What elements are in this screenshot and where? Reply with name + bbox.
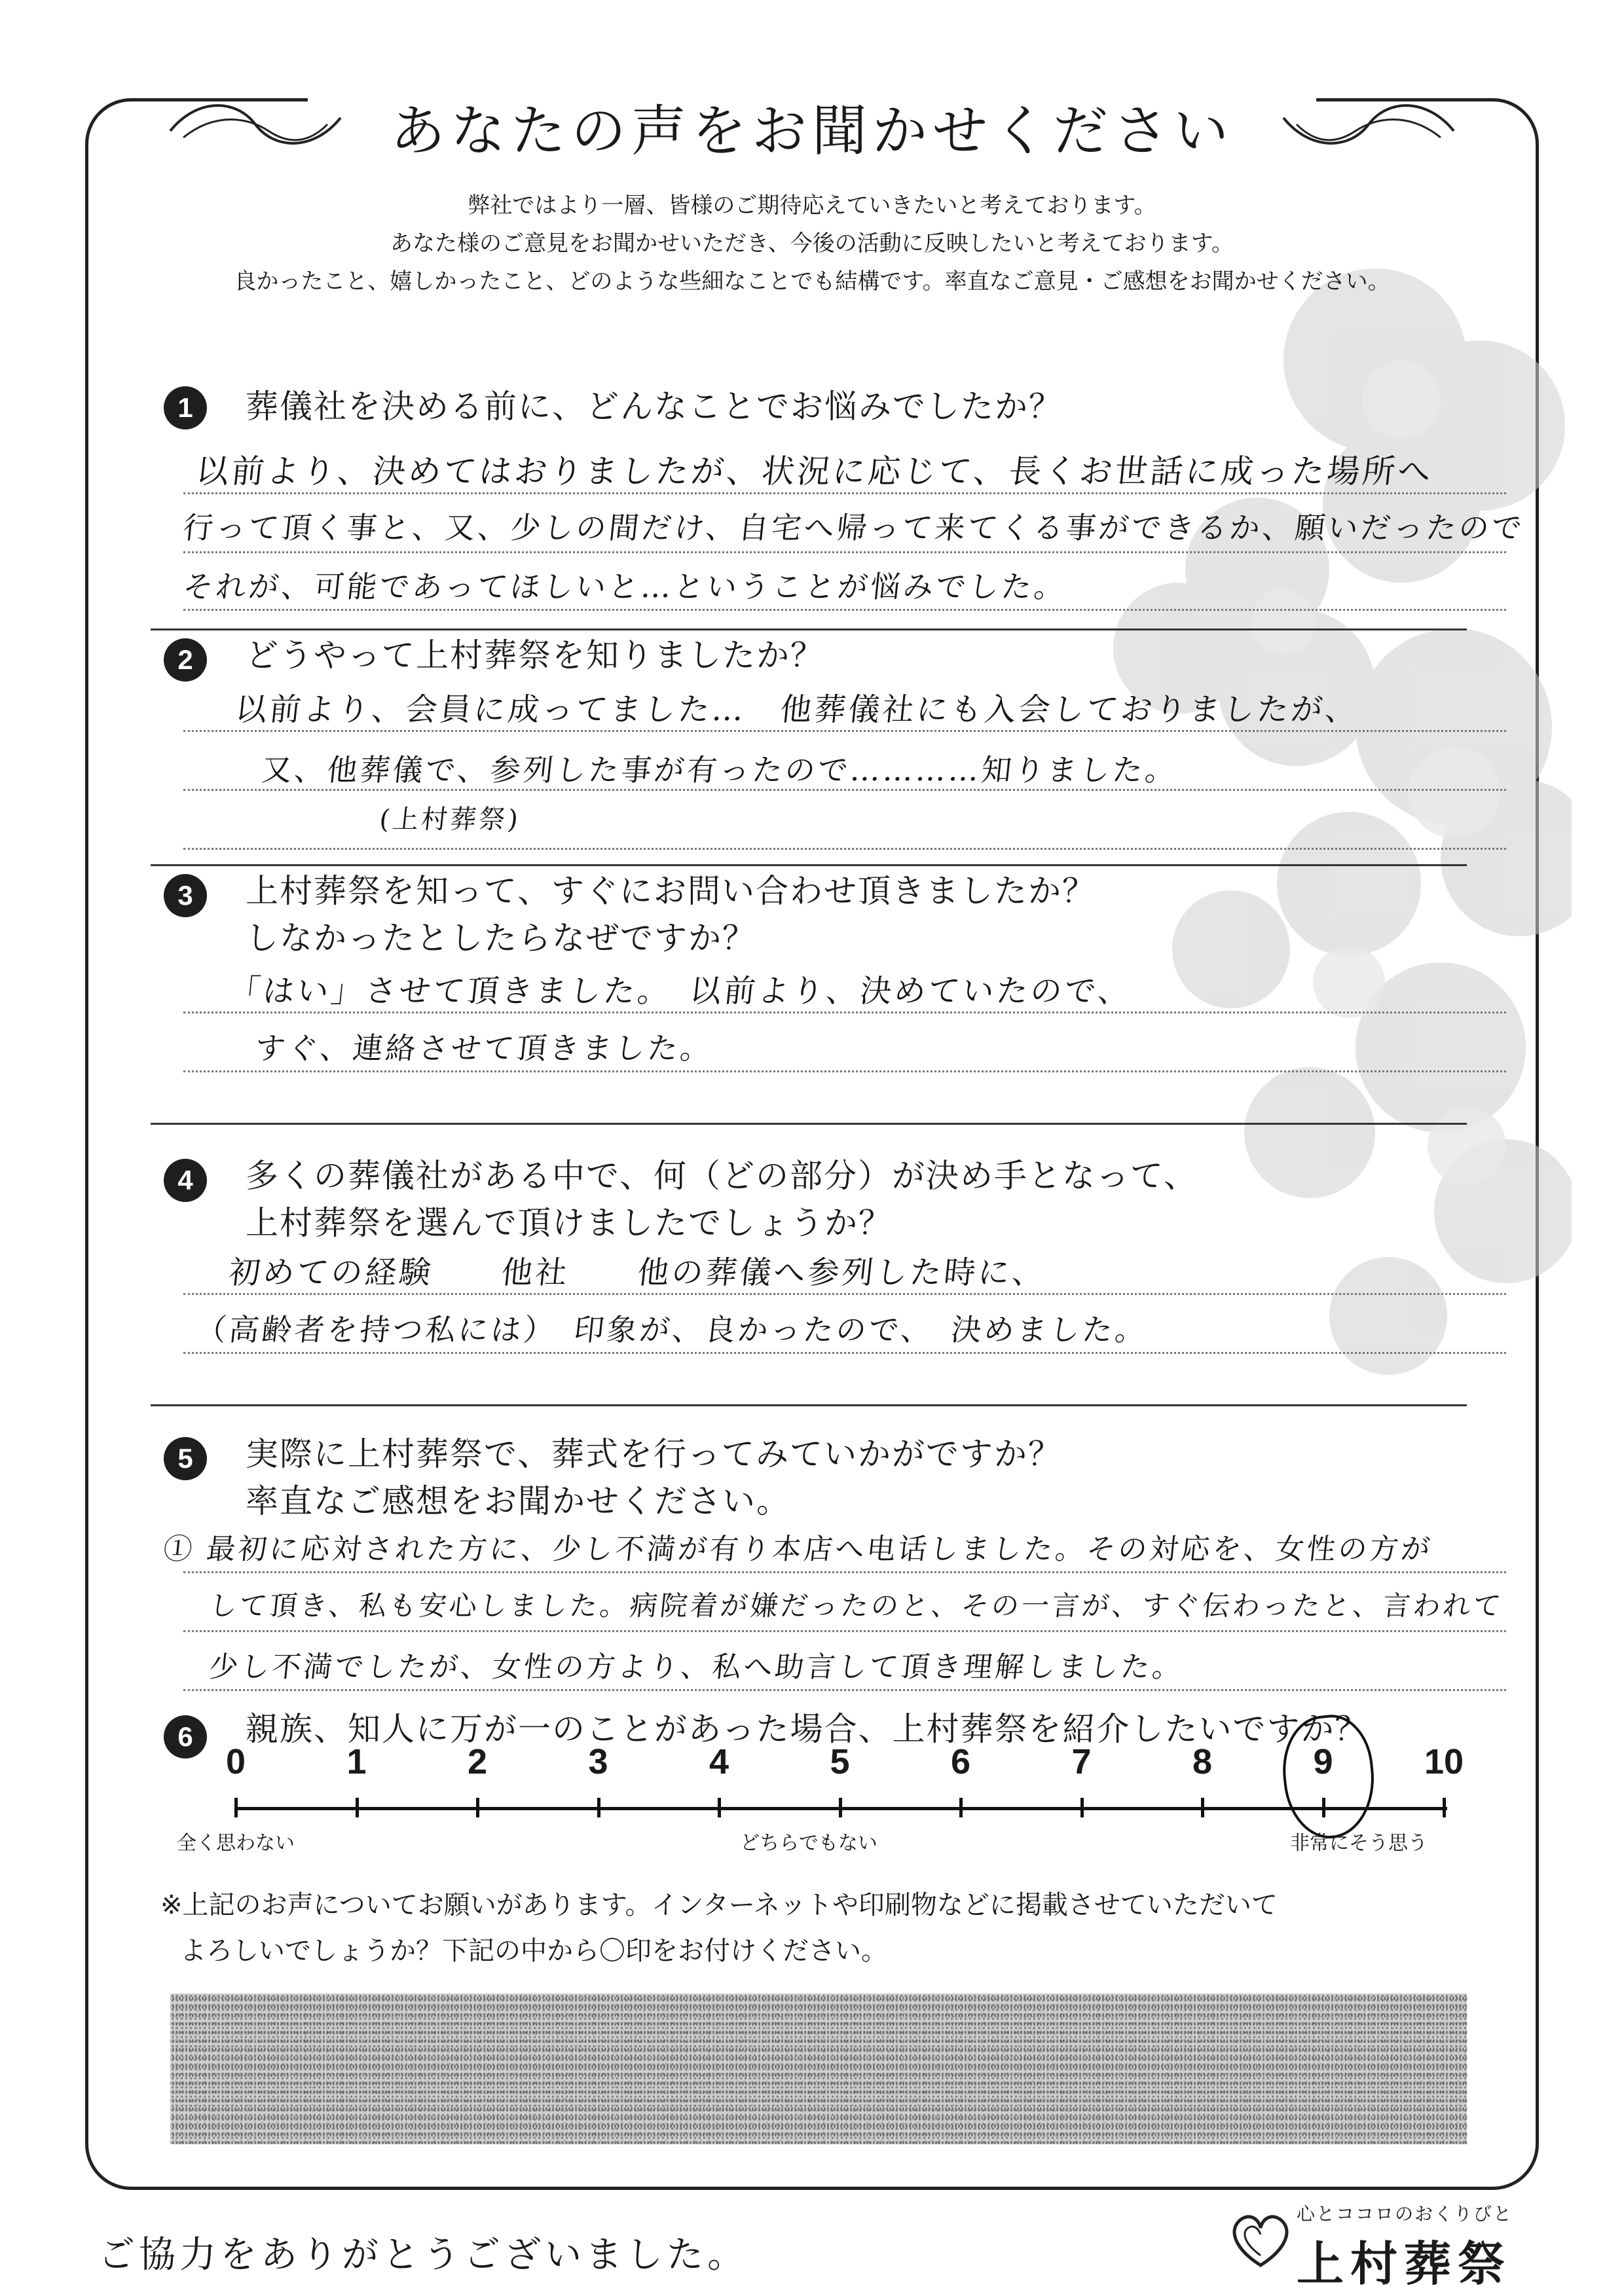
intro-line-3: 良かったこと、嬉しかったこと、どのような些細なことでも結構です。率直なご意見・ご感想をお聞かせください。 <box>234 268 1390 295</box>
answer-1-line-2: 行って頂く事と、又、少しの間だけ、自宅へ帰って来てくる事ができるか、願いだったので <box>181 510 1526 545</box>
scale-tick <box>476 1798 479 1817</box>
answer-line <box>183 1630 1506 1632</box>
page-title: あなたの声をお聞かせください <box>390 99 1234 163</box>
question-3-number: 3 <box>164 874 207 917</box>
answer-line <box>183 1293 1506 1295</box>
scale-right-caption: 非常にそう思う <box>1290 1832 1428 1855</box>
scale-number-3: 3 <box>588 1742 608 1781</box>
answer-5-line-3: 少し不満でしたが、女性の方より、私へ助言して頂き理解しました。 <box>207 1650 1186 1684</box>
thanks-message: ご協力をありがとうございました。 <box>98 2234 748 2276</box>
section-divider <box>151 864 1467 866</box>
answer-line <box>183 730 1506 732</box>
answer-2-line-2: 又、他葬儀で、参列した事が有ったので…………知りました。 <box>259 752 1180 788</box>
logo-tagline: 心とココロのおくりびと <box>1297 2203 1513 2225</box>
question-6-number: 6 <box>164 1715 207 1758</box>
answer-line <box>183 1352 1506 1354</box>
answer-5-line-2: して頂き、私も安心しました。病院着が嫌だったのと、その一言が、すぐ伝わったと、言われて <box>208 1590 1505 1622</box>
scale-left-caption: 全く思わない <box>177 1832 295 1855</box>
scale-tick <box>1080 1798 1084 1817</box>
answer-line <box>183 1011 1506 1013</box>
redacted-area <box>170 1994 1467 2144</box>
answer-2-note: (上村葬祭) <box>378 805 523 835</box>
question-3-text-line-2: しなかったとしたらなぜですか？ <box>246 919 756 957</box>
scale-number-5: 5 <box>830 1742 850 1781</box>
answer-line <box>183 551 1506 553</box>
question-2-text: どうやって上村葬祭を知りましたか？ <box>246 636 824 674</box>
answer-4-line-1: 初めての経験 他社 他の葬儀へ参列した時に、 <box>227 1254 1048 1291</box>
scale-number-4: 4 <box>709 1742 729 1781</box>
scale-number-2: 2 <box>467 1742 488 1781</box>
question-4-text-line-2: 上村葬祭を選んで頂けましたでしょうか？ <box>246 1204 893 1242</box>
scale-tick <box>1201 1798 1204 1817</box>
question-5-number: 5 <box>164 1437 207 1480</box>
scale-number-7: 7 <box>1071 1742 1092 1781</box>
scale-number-0: 0 <box>225 1742 246 1781</box>
scale-tick <box>597 1798 600 1817</box>
scale-tick <box>718 1798 721 1817</box>
question-2-number: 2 <box>164 638 207 682</box>
question-1-text: 葬儀社を決める前に、どんなことでお悩みでしたか？ <box>246 388 1063 426</box>
question-4-text-line-1: 多くの葬儀社がある中で、何（どの部分）が決め手となって、 <box>246 1157 1198 1195</box>
scale-tick <box>356 1798 359 1817</box>
answer-line <box>183 609 1506 611</box>
floral-watermark <box>982 229 1572 1473</box>
scale-number-8: 8 <box>1192 1742 1213 1781</box>
answer-3-line-2: すぐ、連絡させて頂きました。 <box>253 1030 715 1066</box>
scale-tick <box>1443 1798 1446 1817</box>
question-6-text: 親族、知人に万が一のことがあった場合、上村葬祭を紹介したいですか？ <box>246 1710 1369 1748</box>
answer-3-line-1: 「はい」させて頂きました。 以前より、決めていたので、 <box>227 973 1134 1010</box>
scale-number-1: 1 <box>346 1742 367 1781</box>
answer-2-line-1: 以前より、会員に成ってました… 他葬儀社にも入会しておりましたが、 <box>233 691 1361 728</box>
answer-1-line-1: 以前より、決めてはおりましたが、状況に応じて、長くお世話に成った場所へ <box>194 452 1435 490</box>
section-divider <box>151 629 1467 630</box>
scale-number-10: 10 <box>1424 1742 1464 1781</box>
answer-4-line-2: （高齢者を持つ私には） 印象が、良かったので、 決めました。 <box>194 1312 1150 1347</box>
intro-line-2: あなた様のご意見をお聞かせいただき、今後の活動に反映したいと考えております。 <box>390 230 1234 257</box>
section-divider <box>151 1404 1467 1406</box>
question-5-text-line-2: 率直なご感想をお聞かせください。 <box>246 1482 790 1520</box>
question-3-text-line-1: 上村葬祭を知って、すぐにお問い合わせ頂きましたか？ <box>246 872 1096 910</box>
scale-tick <box>234 1798 238 1817</box>
scale-number-6: 6 <box>950 1742 971 1781</box>
answer-line <box>183 1689 1506 1691</box>
answer-line <box>183 848 1506 850</box>
scale-middle-caption: どちらでもない <box>740 1832 877 1855</box>
section-divider <box>151 1123 1467 1125</box>
heart-logo-icon <box>1225 2203 1297 2275</box>
answer-line <box>183 492 1506 494</box>
intro-line-1: 弊社ではより一層、皆様のご期待応えていきたいと考えております。 <box>468 192 1156 219</box>
scale-number-9: 9 <box>1313 1742 1333 1781</box>
answer-1-line-3: それが、可能であってほしいと…ということが悩みでした。 <box>181 569 1069 604</box>
question-1-number: 1 <box>164 386 207 429</box>
answer-line <box>183 1070 1506 1072</box>
answer-line <box>183 1571 1506 1573</box>
question-4-number: 4 <box>164 1159 207 1202</box>
publication-notice-line-1: ※上記のお声についてお願いがあります。インターネットや印刷物などに掲載させていただいて <box>160 1890 1278 1920</box>
question-5-text-line-1: 実際に上村葬祭で、葬式を行ってみていかがですか？ <box>246 1435 1062 1473</box>
publication-notice-line-2: よろしいでしょうか？下記の中から〇印をお付けください。 <box>180 1936 887 1966</box>
scale-tick <box>959 1798 963 1817</box>
answer-5-line-1: ① 最初に応対された方に、少し不満が有り本店へ电话しました。その対応を、女性の方が <box>161 1533 1435 1566</box>
logo-name: 上村葬祭 <box>1297 2236 1512 2291</box>
scale-tick <box>839 1798 842 1817</box>
